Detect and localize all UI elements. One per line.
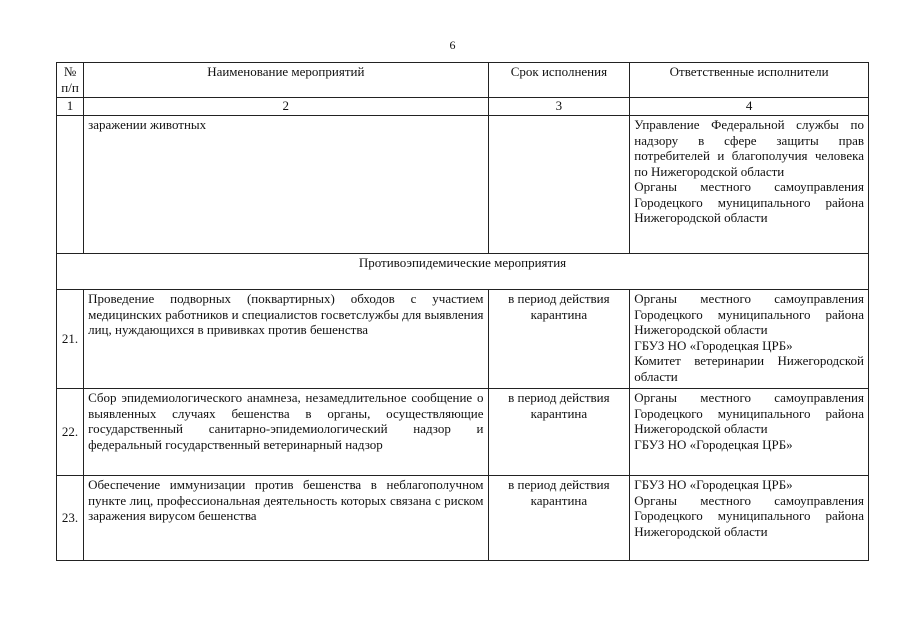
column-index: 3 bbox=[488, 98, 630, 116]
row-name: заражении животных bbox=[84, 116, 488, 254]
row-num: 22. bbox=[57, 389, 84, 476]
responsible-line: ГБУЗ НО «Городецкая ЦРБ» bbox=[634, 337, 793, 353]
row-responsible bbox=[630, 389, 869, 476]
row-term: в период действия карантина bbox=[488, 476, 630, 561]
measures-table bbox=[56, 62, 869, 561]
page-number: 6 bbox=[449, 38, 456, 52]
row-term: в период действия карантина bbox=[488, 290, 630, 389]
section-title: Противоэпидемические мероприятия bbox=[57, 254, 869, 290]
row-name: Сбор эпидемиологического анамнеза, незамедлительное сообщение о выявленных случаях бешенства в органы, осуществляющие государственный санитарно-эпидемиологический надзор и федеральный государственный ветеринарный надзор bbox=[84, 389, 488, 476]
responsible-line: Комитет ветеринарии Нижегородской области bbox=[634, 353, 864, 384]
responsible-line: ГБУЗ НО «Городецкая ЦРБ» bbox=[634, 436, 793, 452]
row-term: в период действия карантина bbox=[488, 389, 630, 476]
row-name: Обеспечение иммунизации против бешенства в неблагополучном пункте лиц, профессиональная деятельность которых связана с риском заражения вирусом бешенства bbox=[84, 476, 488, 561]
responsible-line: Органы местного самоуправления Городецкого муниципального района Нижегородской области bbox=[634, 492, 864, 539]
responsible-line: Органы местного самоуправления Городецкого муниципального района Нижегородской области bbox=[634, 179, 864, 225]
header-term: Срок исполнения bbox=[488, 63, 630, 98]
row-responsible bbox=[630, 476, 869, 561]
row-name: Проведение подворных (поквартирных) обходов с участием медицинских работников и специалистов госветслужбы для выявления лиц, нуждающихся в прививках против бешенства bbox=[84, 290, 488, 389]
row-num: 23. bbox=[57, 476, 84, 561]
table-row bbox=[57, 116, 869, 254]
row-num bbox=[57, 116, 84, 254]
column-index-row bbox=[57, 98, 869, 116]
responsible-line: Органы местного самоуправления Городецкого муниципального района Нижегородской области bbox=[634, 291, 864, 337]
row-responsible bbox=[630, 116, 869, 254]
column-index: 4 bbox=[630, 98, 869, 116]
table-row bbox=[57, 389, 869, 476]
row-term bbox=[488, 116, 630, 254]
table-row bbox=[57, 290, 869, 389]
header-num: № п/п bbox=[57, 63, 84, 98]
responsible-line: ГБУЗ НО «Городецкая ЦРБ» bbox=[634, 477, 793, 492]
column-index: 2 bbox=[84, 98, 488, 116]
header-name: Наименование мероприятий bbox=[84, 63, 488, 98]
responsible-line: Управление Федеральной службы по надзору в сфере защиты прав потребителей и благополучия человека по Нижегородской области bbox=[634, 117, 864, 179]
section-row bbox=[57, 254, 869, 290]
row-num: 21. bbox=[57, 290, 84, 389]
header-responsible: Ответственные исполнители bbox=[630, 63, 869, 98]
table-header-row bbox=[57, 63, 869, 98]
column-index: 1 bbox=[57, 98, 84, 116]
table-row bbox=[57, 476, 869, 561]
responsible-line: Органы местного самоуправления Городецкого муниципального района Нижегородской области bbox=[634, 390, 864, 436]
row-responsible bbox=[630, 290, 869, 389]
